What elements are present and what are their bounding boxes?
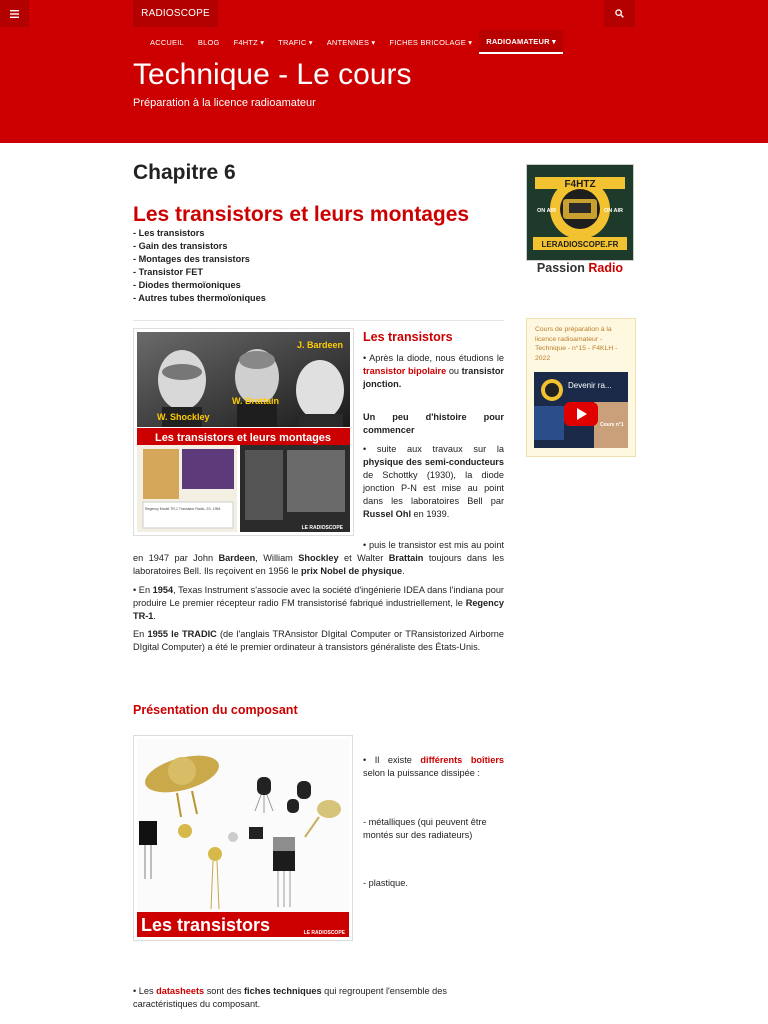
nav-accueil[interactable]: ACCUEIL bbox=[150, 37, 184, 47]
nav-radioamateur[interactable]: RADIOAMATEUR ▾ bbox=[479, 30, 563, 54]
image-watermark: LE RADIOSCOPE bbox=[301, 525, 343, 531]
name-label-brattain: W. Brattain bbox=[232, 396, 280, 406]
intro-paragraph: • Après la diode, nous étudions le transistor bipolaire ou transistor jonction. bbox=[363, 353, 505, 389]
toc-item[interactable]: - Autres tubes thermoïoniques bbox=[133, 293, 266, 303]
regency-caption: Regency Model TR-1 Transistor Radio, 2S, 1954 bbox=[145, 507, 221, 511]
section-title-presentation: Présentation du composant bbox=[133, 703, 298, 717]
section-title-transistors: Les transistors bbox=[363, 330, 453, 344]
nav-fiches-bricolage[interactable]: FICHES BRICOLAGE ▾ bbox=[389, 37, 473, 47]
nav-trafic[interactable]: TRAFIC ▾ bbox=[278, 37, 313, 47]
image-banner: Les transistors bbox=[141, 915, 271, 935]
history-heading: Un peu d'histoire pour commencer bbox=[363, 412, 504, 435]
page-title: Technique - Le cours bbox=[133, 58, 412, 91]
menu-icon bbox=[10, 10, 19, 18]
history-paragraph-3: • En 1954, Texas Instrument s'associe avec la société d'ingénierie IDEA dans l'indiana pour produire Le premier récepteur radio FM transistorisé fabriqué industriellement, le Regency TR-1. bbox=[133, 585, 504, 621]
page-subtitle: Préparation à la licence radioamateur bbox=[133, 97, 316, 109]
chapter-title: Chapitre 6 bbox=[133, 161, 236, 184]
main-heading: Les transistors et leurs montages bbox=[133, 203, 470, 226]
brand-link[interactable]: RADIOSCOPE bbox=[133, 0, 218, 27]
boitier-metallique: - métalliques (qui peuvent être montés sur des radiateurs) bbox=[363, 817, 487, 840]
image-watermark: LE RADIOSCOPE bbox=[303, 930, 345, 936]
course-video-text[interactable]: Cours de préparation à la licence radioamateur - Technique - n°15 - F4KLH - 2022 bbox=[535, 326, 618, 362]
toc-item[interactable]: - Gain des transistors bbox=[133, 241, 228, 251]
transistors-image bbox=[133, 735, 353, 941]
name-label-shockley: W. Shockley bbox=[157, 412, 210, 422]
site-header bbox=[0, 0, 768, 143]
link-transistor-bipolaire[interactable]: transistor bipolaire bbox=[363, 365, 447, 376]
transistors-illustration bbox=[137, 739, 349, 937]
search-button[interactable] bbox=[604, 0, 635, 27]
video-badge: Cours n°1 bbox=[600, 422, 624, 428]
video-title: Devenir ra... bbox=[568, 381, 612, 390]
history-paragraph-4: En 1955 le TRADIC (de l'anglais TRAnsistor DIgital Computer or TRansistorized Airborne DIgital Computer) a été le premier ordinateur à transistors généraliste des États-Unis. bbox=[133, 629, 504, 652]
name-label-bardeen: J. Bardeen bbox=[297, 340, 344, 350]
inventors-image bbox=[133, 328, 354, 536]
logo-left-text: ON AIR bbox=[537, 208, 557, 214]
history-paragraph-2: • puis le transistor est mis au point en 1947 par John Bardeen, William Shockley et Walter Brattain toujours dans les laboratoires Bell. Ils reçoivent en 1956 le prix Nobel de physique. bbox=[133, 540, 504, 576]
toc-item[interactable]: - Transistor FET bbox=[133, 267, 203, 277]
nav-f4htz[interactable]: F4HTZ ▾ bbox=[233, 37, 265, 47]
logo-bottom-text: LERADIOSCOPE.FR bbox=[541, 240, 619, 249]
logo-top-text: F4HTZ bbox=[564, 179, 596, 190]
boitiers-paragraph: • Il existe différents boîtiers selon la puissance dissipée : bbox=[363, 755, 504, 778]
inventors-illustration bbox=[137, 332, 350, 532]
search-icon bbox=[615, 9, 624, 18]
nav-antennes[interactable]: ANTENNES ▾ bbox=[326, 37, 376, 47]
main-nav bbox=[143, 30, 563, 54]
divider bbox=[133, 320, 504, 321]
link-differents-boitiers[interactable]: différents boîtiers bbox=[420, 755, 504, 765]
image-banner: Les transistors et leurs montages bbox=[154, 432, 332, 444]
toc-item[interactable]: - Diodes thermoïoniques bbox=[133, 280, 241, 290]
toc-item[interactable]: - Montages des transistors bbox=[133, 254, 250, 264]
nav-blog[interactable]: BLOG bbox=[197, 37, 220, 47]
datasheets-paragraph: • Les datasheets sont des fiches techniques qui regroupent l'ensemble des caractéristiques du composant. bbox=[133, 986, 447, 1009]
history-paragraph-1: • suite aux travaux sur la physique des semi-conducteurs de Schottky (1930), la diode jonction P-N est mise au point dans les laboratoires Bell par Russel Ohl en 1939. bbox=[363, 444, 504, 519]
table-of-contents bbox=[133, 227, 266, 305]
sidebar-caption: Passion Radio bbox=[536, 261, 624, 275]
menu-toggle-button[interactable] bbox=[0, 0, 29, 27]
youtube-video[interactable] bbox=[534, 372, 628, 448]
link-datasheets[interactable]: datasheets bbox=[156, 986, 205, 996]
course-video-card bbox=[526, 318, 636, 457]
video-thumbnail bbox=[534, 372, 628, 448]
boitier-plastique: - plastique. bbox=[363, 878, 408, 888]
f4htz-logo[interactable] bbox=[526, 164, 634, 261]
toc-item[interactable]: - Les transistors bbox=[133, 228, 205, 238]
logo-right-text: ON AIR bbox=[603, 208, 623, 214]
f4htz-logo-graphic bbox=[527, 165, 633, 260]
